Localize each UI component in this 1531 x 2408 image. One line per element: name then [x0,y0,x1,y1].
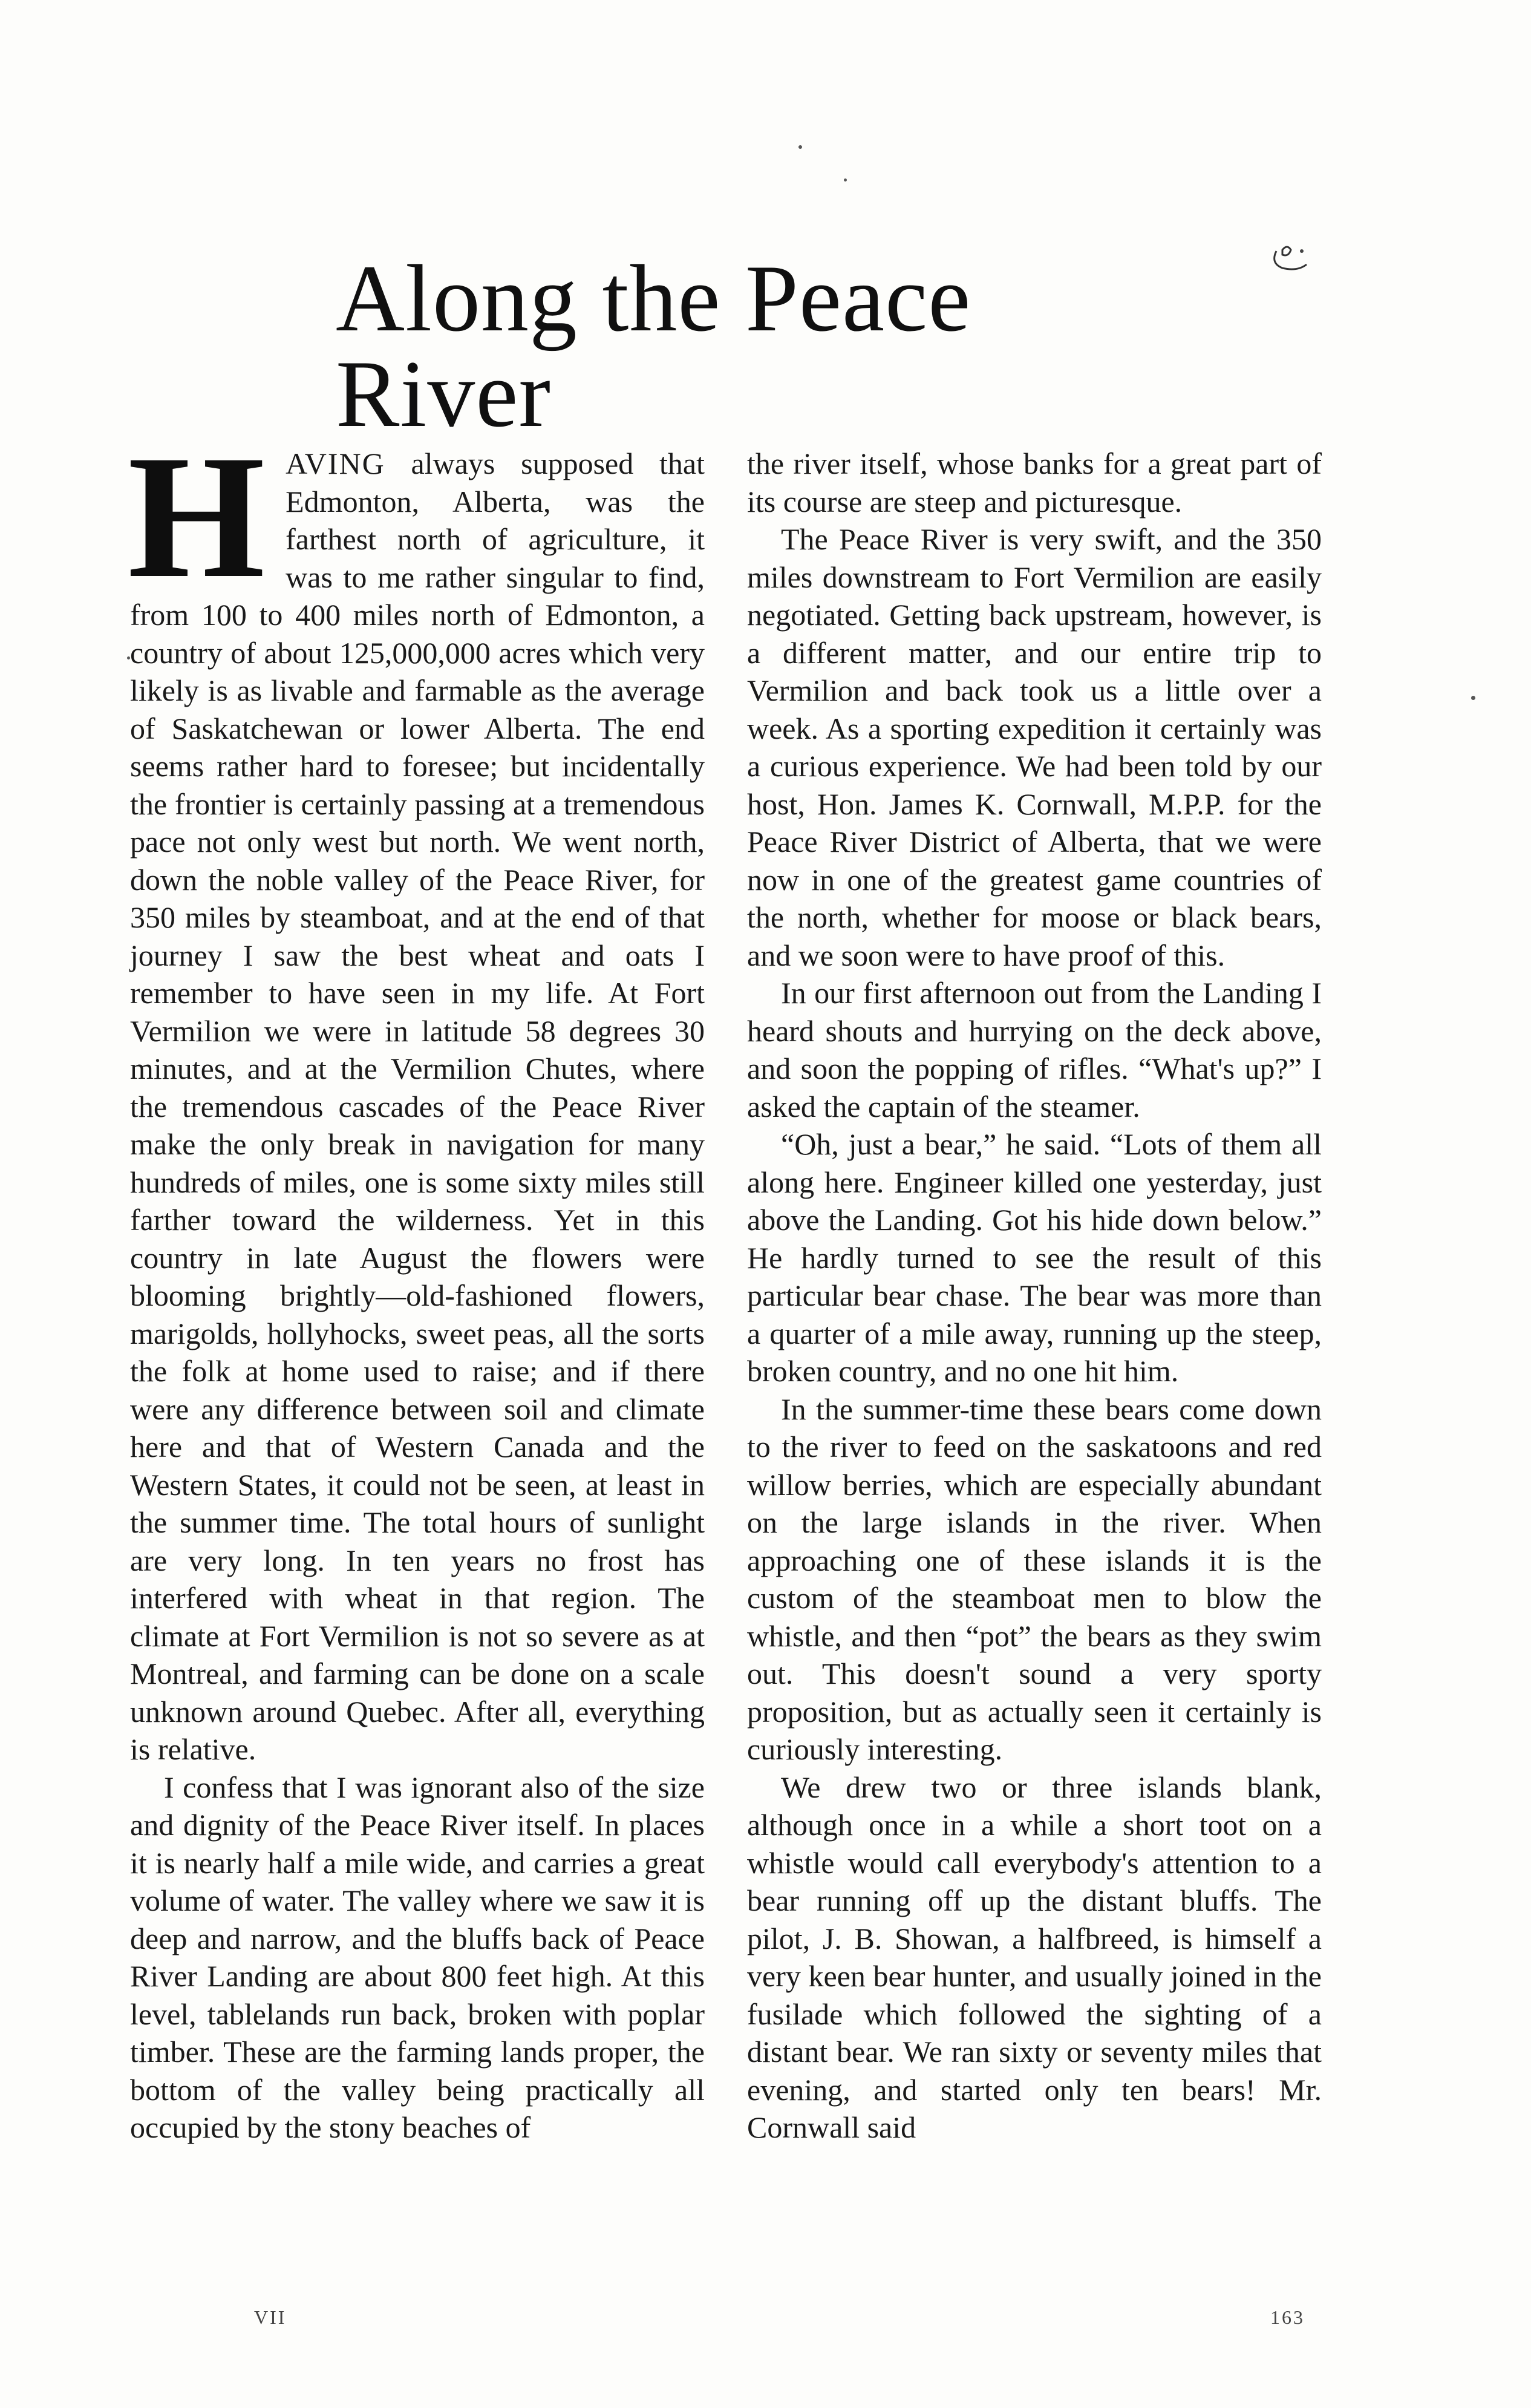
scan-speck [844,178,847,182]
page-number: 163 [1270,2306,1305,2328]
paragraph-6: In the summer-time these bears come down to the river to feed on the saskatoons and red willow berries, which are especially abundant on the large islands in the river. When approaching one of these islands it is the custom of the steamboat men to blow the whistle, and then “pot” the bears as they swim out. This doesn't sound a very sporty proposition, but as actually seen it certainly is curiously interesting. [747,1392,1322,1766]
paragraph-2: I confess that I was ignorant also of the size and dignity of the Peace River itself. In places it is nearly half a mile wide, and carries a great volume of water. The valley where we saw it is deep and narrow, and the bluffs back of Peace River Landing are about 800 feet high. At this level, tablelands run back, broken with poplar timber. These are the farming lands proper, the bottom of the valley being practically all occupied by the stony beaches of [130,1770,705,2144]
left-column [128,419,705,2147]
paragraph-continued: the river itself, whose banks for a great part of its course are steep and picturesque. [747,447,1322,519]
scan-speck [1471,696,1475,700]
drop-cap: H [128,419,266,615]
paragraph-1 [128,419,705,1768]
paragraph-5: “Oh, just a bear,” he said. “Lots of them all along here. Engineer killed one yesterday, just above the Landing. Got his hide down below.” He hardly turned to see the result of this particular bear chase. The bear was more than a quarter of a mile away, running up the steep, broken country, and no one hit him. [747,1127,1322,1388]
paragraph-4: In our first afternoon out from the Landing I heard shouts and hurrying on the deck above, and soon the popping of rifles. “What's up?” I asked the captain of the steamer. [747,976,1322,1124]
right-column [747,445,1322,2147]
scan-speck [798,145,802,149]
paragraph-text: always supposed that Edmonton, Alberta, was the farthest north of agriculture, it was to me rather singular to find, from 100 to 400 miles north of Edmonton, a country of about 125,000,000 acres which very likely is as livable and farmable as the average of Saskatchewan or lower Alberta. The end seems rather hard to foresee; but incidentally the frontier is certainly passing at a tremendous pace not only west but north. We went north, down the noble valley of the Peace River, for 350 miles by steamboat, and at the end of that journey I saw the best wheat and oats I remember to have seen in my life. At Fort Vermilion we were in latitude 58 degrees 30 minutes, and at the Vermilion Chutes, where the tremendous cascades of the Peace River make the only break in navigation for many hundreds of miles, one is some sixty miles still farther toward the wilderness. Yet in this country in late August the flowers were blooming brightly—old-fashioned flowers, marigolds, hollyhocks, sweet peas, all the sorts the folk at home used to raise; and if there were any difference between soil and climate here and that of Western Canada and the Western States, it could not be seen, at least in the summer time. The total hours of sunlight are very long. In ten years no frost has interfered with wheat in that region. The climate at Fort Vermilion is not so severe as at Montreal, and farming can be done on a scale unknown around Quebec. After all, everything is relative. [130,447,705,1766]
paragraph-7: We drew two or three islands blank, although once in a while a short toot on a whistle would call everybody's attention to a bear running off up the distant bluffs. The pilot, J. B. Showan, a halfbreed, is himself a very keen bear hunter, and usually joined in the fusilade which followed the sighting of a distant bear. We ran sixty or seventy miles that evening, and started only ten bears! Mr. Cornwall said [747,1770,1322,2144]
article-title: Along the Peace River [336,246,971,447]
opening-word: AVING [286,447,385,480]
folio-signature: VII [254,2306,287,2328]
paragraph-3: The Peace River is very swift, and the 350 miles downstream to Fort Vermilion are easily negotiated. Getting back upstream, however, is a different matter, and our entire trip to Vermilion and back took us a little over a week. As a sporting expedition it certainly was a curious experience. We had been told by our host, Hon. James K. Cornwall, M.P.P. for the Peace River District of Alberta, that we were now in one of the greatest game countries of the north, whether for moose or black bears, and we soon were to have proof of this. [747,522,1322,972]
ornament-mark [1264,233,1313,281]
scan-speck [127,656,130,659]
